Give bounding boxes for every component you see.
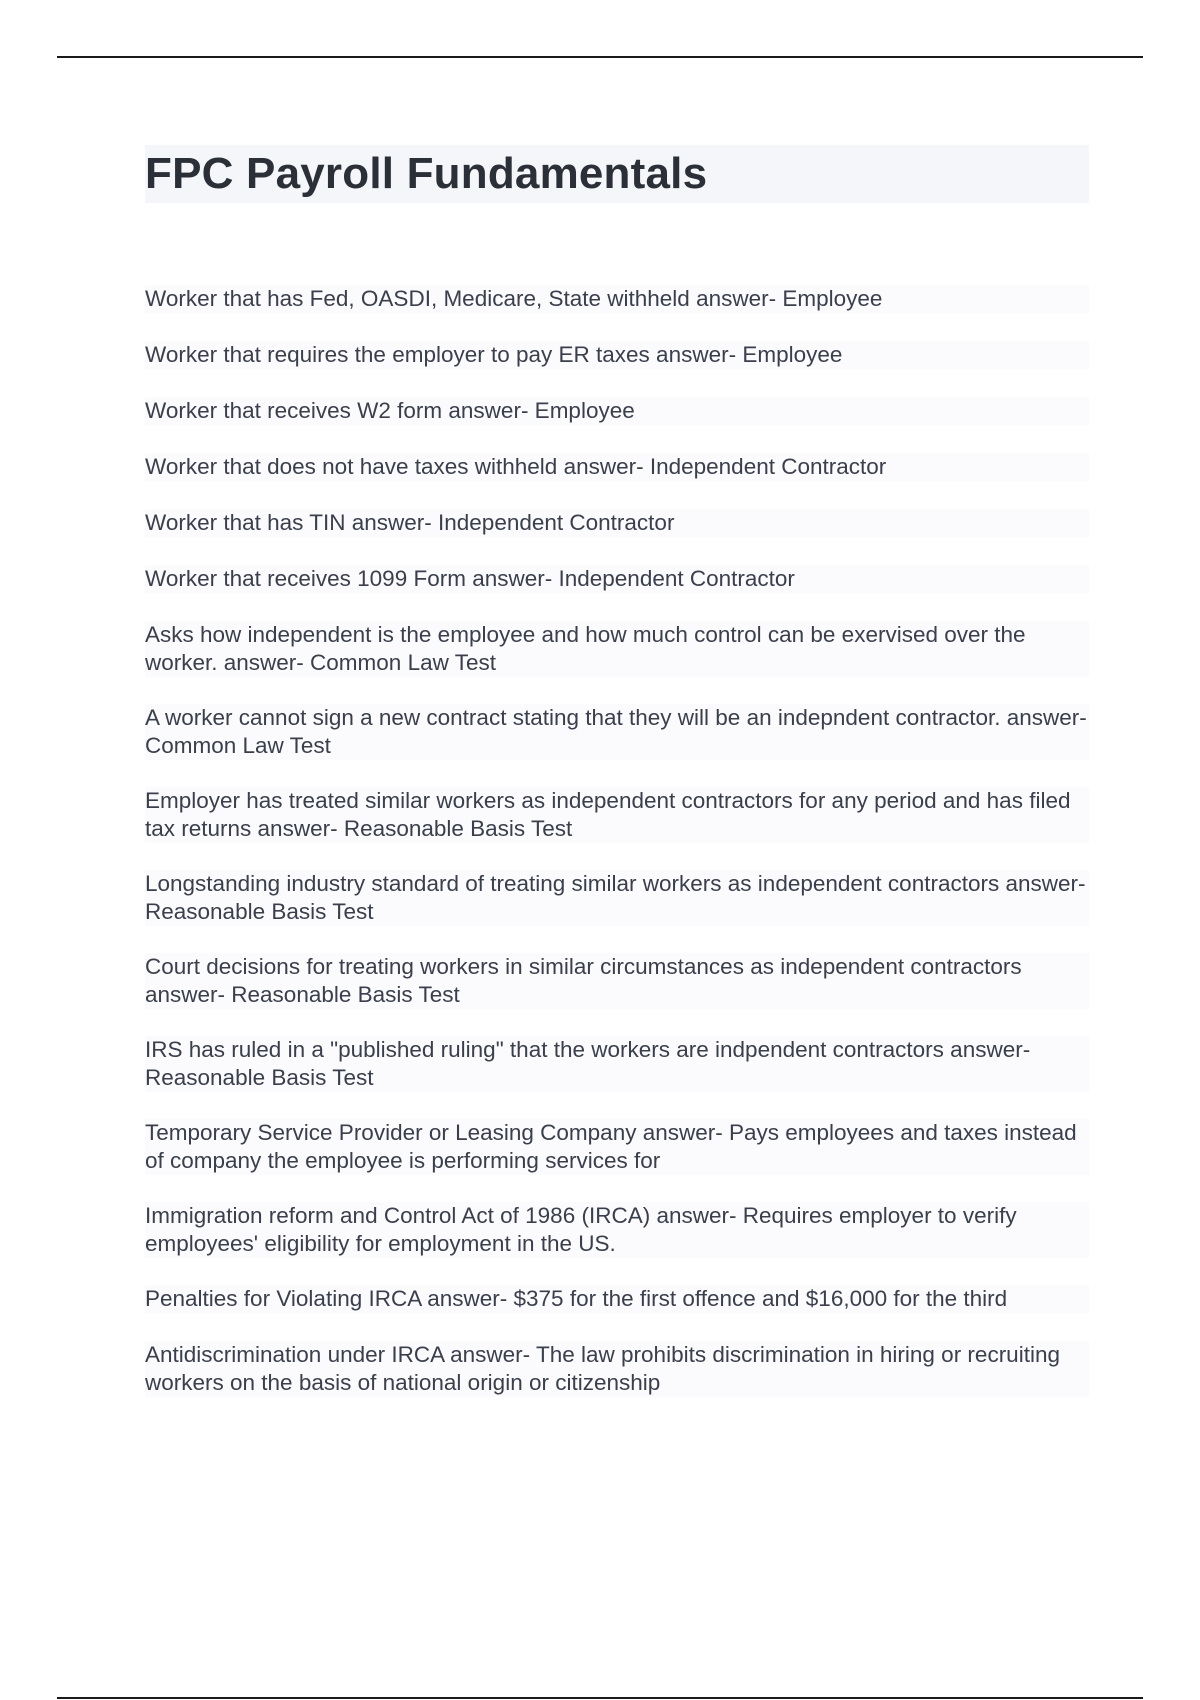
qa-item: Longstanding industry standard of treating similar workers as independent contractors answer- Reasonable Basis Test: [145, 870, 1089, 926]
qa-item: Worker that has TIN answer- Independent Contractor: [145, 509, 1089, 537]
qa-item: Worker that has Fed, OASDI, Medicare, State withheld answer- Employee: [145, 285, 1089, 313]
title-band: [145, 145, 1089, 203]
qa-list: [145, 285, 1089, 1397]
qa-item: Worker that receives 1099 Form answer- Independent Contractor: [145, 565, 1089, 593]
qa-item: Worker that requires the employer to pay ER taxes answer- Employee: [145, 341, 1089, 369]
qa-item: Penalties for Violating IRCA answer- $375 for the first offence and $16,000 for the third: [145, 1285, 1089, 1313]
qa-item: Temporary Service Provider or Leasing Company answer- Pays employees and taxes instead of company the employee is performing services for: [145, 1119, 1089, 1175]
qa-item: Worker that does not have taxes withheld answer- Independent Contractor: [145, 453, 1089, 481]
qa-item: Worker that receives W2 form answer- Employee: [145, 397, 1089, 425]
qa-item: IRS has ruled in a "published ruling" that the workers are indpendent contractors answer- Reasonable Basis Test: [145, 1036, 1089, 1092]
qa-item: Antidiscrimination under IRCA answer- The law prohibits discrimination in hiring or recruiting workers on the basis of national origin or citizenship: [145, 1341, 1089, 1397]
qa-item: Court decisions for treating workers in similar circumstances as independent contractors answer- Reasonable Basis Test: [145, 953, 1089, 1009]
bottom-divider: [57, 1697, 1143, 1699]
qa-item: Immigration reform and Control Act of 1986 (IRCA) answer- Requires employer to verify employees' eligibility for employment in the US.: [145, 1202, 1089, 1258]
qa-item: Employer has treated similar workers as independent contractors for any period and has filed tax returns answer- Reasonable Basis Test: [145, 787, 1089, 843]
qa-item: A worker cannot sign a new contract stating that they will be an indepndent contractor. answer- Common Law Test: [145, 704, 1089, 760]
top-divider: [57, 56, 1143, 58]
document-body: [145, 145, 1089, 1424]
qa-item: Asks how independent is the employee and how much control can be exervised over the worker. answer- Common Law Test: [145, 621, 1089, 677]
document-title: FPC Payroll Fundamentals: [145, 149, 708, 198]
